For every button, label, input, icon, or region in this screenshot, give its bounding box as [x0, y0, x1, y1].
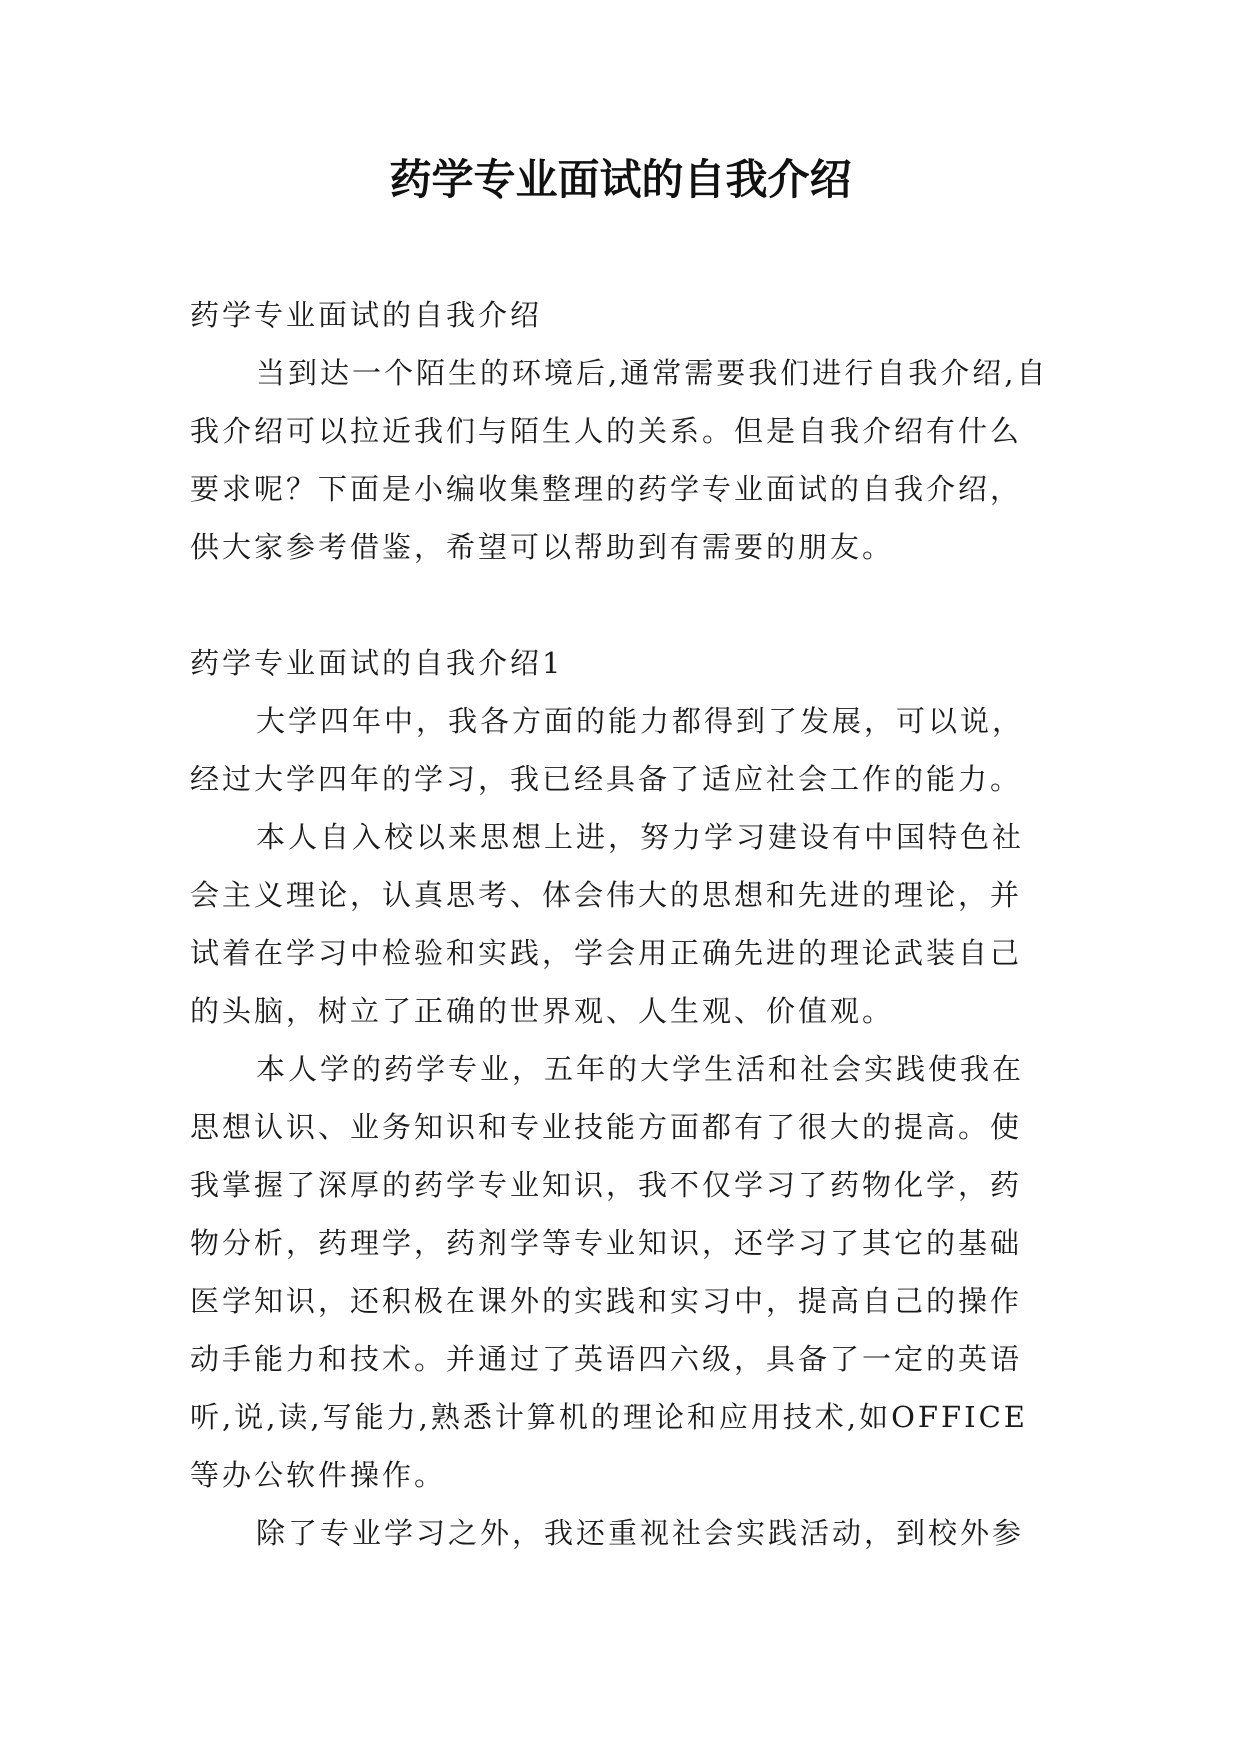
intro-paragraph: 当到达一个陌生的环境后,通常需要我们进行自我介绍,自我介绍可以拉近我们与陌生人的关系。但是自我介绍有什么要求呢？下面是小编收集整理的药学专业面试的自我介绍，供大家参考借鉴，希望可以帮助到有需要的朋友。 [190, 356, 1049, 564]
body-paragraph-2: 本人自入校以来思想上进，努力学习建设有中国特色社会主义理论，认真思考、体会伟大的思想和先进的理论，并试着在学习中检验和实践，学会用正确先进的理论武装自己的头脑，树立了正确的世界观、人生观、价值观。 [190, 820, 1025, 1028]
body-paragraph-4: 除了专业学习之外，我还重视社会实践活动，到校外参 [256, 1516, 1025, 1550]
document-body [190, 286, 1050, 1562]
section-spacer [190, 576, 1050, 634]
section-heading: 药学专业面试的自我介绍1 [190, 646, 564, 680]
intro-heading: 药学专业面试的自我介绍 [190, 298, 543, 332]
document-title: 药学专业面试的自我介绍 [389, 155, 852, 204]
body-paragraph-3: 本人学的药学专业，五年的大学生活和社会实践使我在思想认识、业务知识和专业技能方面都有了很大的提高。使我掌握了深厚的药学专业知识，我不仅学习了药物化学，药物分析，药理学，药剂学等专业知识，还学习了其它的基础医学知识，还积极在课外的实践和实习中，提高自己的操作动手能力和技术。并通过了英语四六级，具备了一定的英语听,说,读,写能力,熟悉计算机的理论和应用技术,如OFFICE等办公软件操作。 [190, 1052, 1028, 1492]
body-paragraph-1: 大学四年中，我各方面的能力都得到了发展，可以说，经过大学四年的学习，我已经具备了适应社会工作的能力。 [190, 704, 1025, 796]
